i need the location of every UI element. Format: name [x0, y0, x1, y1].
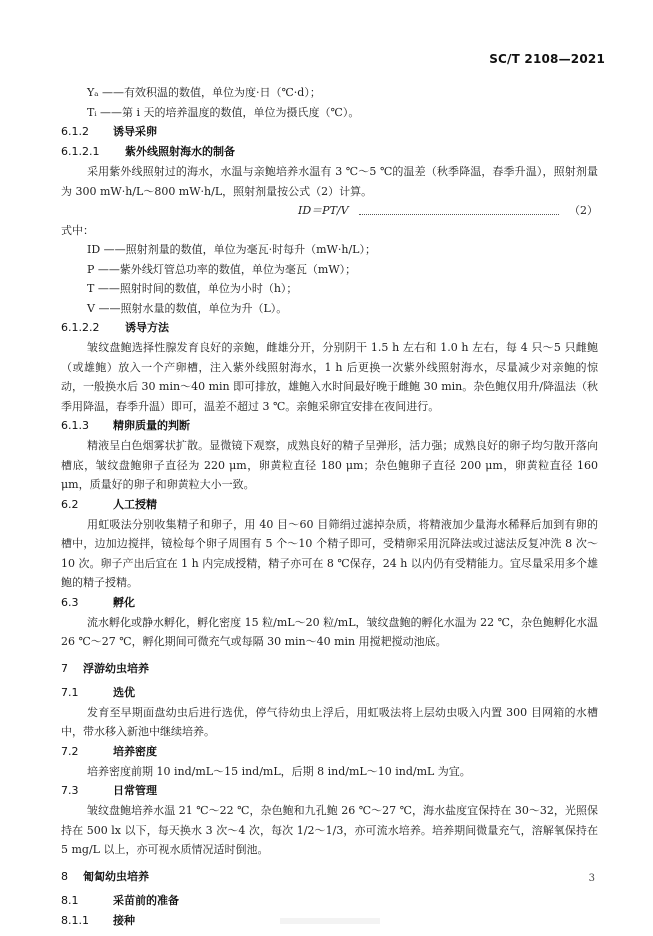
- definition-line: V ——照射水量的数值，单位为升（L）。: [87, 301, 288, 315]
- section-title: 诱导方法: [125, 321, 169, 334]
- section-number: 7: [61, 661, 68, 675]
- section-number: 7.3: [61, 784, 79, 797]
- section-title: 日常管理: [113, 784, 157, 797]
- paragraph: 流水孵化或静水孵化，孵化密度 15 粒/mL～20 粒/mL，皱纹盘鲍的孵化水温为 22 ℃，杂色鲍孵化水温 26 ℃～27 ℃，孵化期间可微充气或每隔 30 min～40 min 用搅耙搅动池底。: [61, 615, 598, 648]
- section-heading-8-1: [61, 891, 598, 911]
- section-heading-6-2: [61, 495, 598, 515]
- section-number: 6.1.2: [61, 125, 89, 138]
- paragraph: 采用紫外线照射过的海水，水温与亲鲍培养水温有 3 ℃～5 ℃的温差（秋季降温，春季升温），照射剂量为 300 mW·h/L～800 mW·h/L，照射剂量按公式（2）计算。: [61, 165, 598, 198]
- section-heading-6-3: [61, 593, 598, 613]
- formula-expression: ID＝PT/V: [298, 204, 349, 217]
- section-title: 接种: [113, 913, 135, 927]
- section-title: 采苗前的准备: [113, 893, 179, 907]
- formula-line: [61, 201, 598, 221]
- section-title: 浮游幼虫培养: [83, 661, 149, 675]
- section-title: 精卵质量的判断: [113, 419, 190, 432]
- definition-line: Tᵢ ——第 i 天的培养温度的数值，单位为摄氏度（℃）。: [87, 105, 360, 119]
- paragraph: 精液呈白色烟雾状扩散。显微镜下观察，成熟良好的精子呈弹形，活力强；成熟良好的卵子均匀散开落向槽底，皱纹盘鲍卵子直径为 220 μm，卵黄粒直径 180 μm；杂色鲍卵子直径 200 μm，卵黄粒直径 160 μm，质量好的卵子和卵黄粒大小一致。: [61, 439, 598, 491]
- section-number: 7.1: [61, 685, 79, 699]
- document-code: SC/T 2108—2021: [489, 52, 605, 66]
- definition-line: ID ——照射剂量的数值，单位为毫瓦·时每升（mW·h/L）；: [87, 243, 376, 256]
- section-heading-6-1-3: [61, 416, 598, 436]
- section-title: 培养密度: [113, 744, 157, 758]
- section-title: 选优: [113, 685, 135, 699]
- definition-line: T ——照射时间的数值，单位为小时（h）；: [87, 282, 298, 295]
- section-number: 8.1: [61, 893, 79, 907]
- section-title: 紫外线照射海水的制备: [125, 145, 235, 158]
- section-title: 人工授精: [113, 497, 157, 511]
- section-heading-6-1-2-2: [61, 318, 598, 338]
- section-heading-6-1-2-1: [61, 142, 598, 162]
- section-heading-6-1-2: [61, 122, 598, 142]
- section-title: 孵化: [113, 595, 135, 609]
- section-title: 匍匐幼虫培养: [83, 869, 149, 883]
- section-number: 7.2: [61, 744, 79, 758]
- section-heading-7-3: [61, 781, 598, 801]
- page-content: [61, 83, 598, 931]
- section-number: 6.2: [61, 497, 79, 511]
- paragraph: 皱纹盘鲍选择性腺发育良好的亲鲍，雌雄分开，分别阴干 1.5 h 左右和 1.0 h 左右，每 4 只～5 只雌鲍（或雄鲍）放入一个产卵槽，注入紫外线照射海水，1 h 后更换一次紫外线照射海水，尽量减少对亲鲍的惊动，一般换水后 30 min～40 min 即可排放，雄鲍入水时间最好晚于雌鲍 30 min。杂色鲍仅用升/降温法（秋季用降温，春季升温）即可，温差不超过 3 ℃。亲鲍采卵宜安排在夜间进行。: [61, 341, 598, 413]
- paragraph: 用虹吸法分别收集精子和卵子，用 40 目～60 目筛绢过滤掉杂质，将精液加少量海水稀释后加到有卵的槽中，边加边搅拌，镜检每个卵子周围有 5 个～10 个精子即可，受精卵采用沉降法或过滤法反复冲洗 8 次～10 次。卵子产出后宜在 1 h 内完成授精，精子亦可在 8 ℃保存，24 h 以内仍有受精能力。宜尽量采用多个雄鲍的精子授精。: [61, 517, 598, 589]
- section-number: 8: [61, 869, 68, 883]
- section-number: 6.1.2.2: [61, 321, 100, 334]
- paragraph: 发育至早期面盘幼虫后进行选优，停气待幼虫上浮后，用虹吸法将上层幼虫吸入内置 300 目网箱的水槽中，带水移入新池中继续培养。: [61, 705, 598, 738]
- formula-intro: 式中：: [61, 223, 94, 237]
- section-heading-7-1: [61, 683, 598, 703]
- definition-line: Yₐ ——有效积温的数值，单位为度·日（℃·d）；: [87, 86, 321, 99]
- paragraph: 培养密度前期 10 ind/mL～15 ind/mL，后期 8 ind/mL～10 ind/mL 为宜。: [87, 764, 471, 778]
- section-heading-8: [61, 867, 598, 887]
- page-number: 3: [588, 873, 595, 884]
- section-number: 6.3: [61, 595, 79, 609]
- section-number: 8.1.1: [61, 913, 89, 927]
- section-heading-7-2: [61, 742, 598, 762]
- formula-label: （2）: [569, 204, 598, 217]
- section-heading-7: [61, 659, 598, 679]
- leader-dots: [359, 207, 559, 215]
- scan-artifact: [280, 918, 380, 924]
- section-number: 6.1.2.1: [61, 145, 100, 158]
- section-number: 6.1.3: [61, 419, 89, 432]
- paragraph: 皱纹盘鲍培养水温 21 ℃～22 ℃，杂色鲍和九孔鲍 26 ℃～27 ℃，海水盐度宜保持在 30～32，光照保持在 500 lx 以下，每天换水 3 次～4 次，每次 1/2～1/3，亦可流水培养。培养期间微量充气，溶解氧保持在 5 mg/L 以上，亦可视水质情况适时倒池。: [61, 804, 598, 856]
- definition-line: P ——紫外线灯管总功率的数值，单位为毫瓦（mW）；: [87, 262, 357, 276]
- section-title: 诱导采卵: [113, 125, 157, 138]
